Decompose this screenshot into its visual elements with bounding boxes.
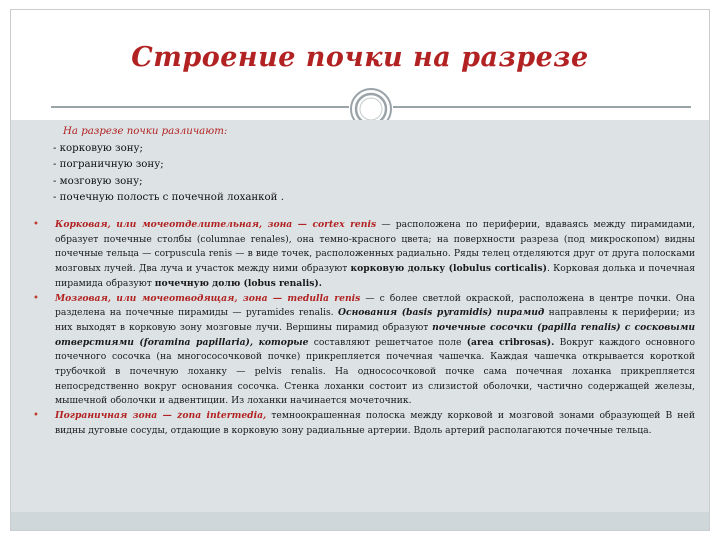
bullet-item-cortex — [31, 218, 695, 292]
divider-left — [51, 106, 349, 108]
bullet-term: Корковая, или мочеотделительная, зона — cortex renis — [55, 219, 377, 230]
bullet-text: — расположена по периферии, вдаваясь между пирамидами, образует почечные столбы (columnae renales), она темно-красного цвета; на поверхности разреза (под микроскопом) видны почечные тельца — corpuscula renis — в виде точек, расположенных радиально. Ряды телец отделяются друг от друга полосками мозговых лучей. Два луча и участок между ними образуют — [55, 219, 695, 275]
intro-block — [53, 124, 613, 207]
intro-item: - корковую зону; — [53, 142, 143, 154]
title-area — [11, 10, 709, 120]
bullet-term: Мозговая, или мочеотводящая, зона — medulla renis — [55, 292, 361, 304]
bullet-item-medulla — [31, 292, 695, 410]
content-area — [11, 120, 709, 530]
bullet-bold-text: (area cribrosas). — [466, 336, 555, 348]
intro-item: - мозговую зону; — [53, 175, 143, 187]
intro-item: - почечную полость с почечной лоханкой . — [53, 192, 284, 203]
bullet-list — [31, 218, 695, 439]
bullet-term: Пограничная зона — zona intermedia, — [55, 410, 267, 422]
bullet-text: — с более светлой окраской, расположена в центре почки. Она разделена на почечные пирамиды — pyramides renalis. — [55, 292, 695, 319]
bullet-item-intermediate — [31, 409, 695, 438]
bottom-band — [11, 512, 709, 530]
bullet-bold-text: корковую дольку (lobulus corticalis) — [350, 263, 547, 275]
bullet-text: темноокрашенная полоска между корковой и мозговой зонами образующей В ней видны дуговые сосуды, отдающие в корковую зону радиальные артерии. Вдоль артерий располагаются почечные тельца. — [55, 410, 695, 436]
bullet-bold-text: почечные сосочки (papilla renalis) с сосковыми отверстиями (foramina papillaria), которые — [55, 321, 696, 348]
divider-right — [393, 106, 691, 108]
bullet-dot-icon: • — [33, 292, 39, 304]
bullet-dot-icon: • — [33, 219, 39, 230]
intro-item: - пограничную зону; — [53, 159, 164, 170]
slide-title: Строение почки на разрезе — [131, 42, 589, 73]
bullet-text: . Корковая долька и почечная пирамида образуют — [55, 263, 696, 289]
intro-heading: На разрезе почки различают: — [63, 126, 228, 137]
bullet-text: Вокруг каждого основного почечного сосочка (на многососочковой почке) прикрепляется почечная чашечка. Каждая чашечка открывается короткой трубочкой в почечную лоханку — pelvis renalis. На однососочковой почке сама почечная лоханка прикрепляется непосредственно вокруг основания сосочка. Стенка лоханки состоит из слизистой оболочки, частично содержащей железы, мышечной оболочки и адвентиции. Из лоханки начинается мочеточник. — [55, 336, 695, 407]
bullet-text: направлены к периферии; из них выходят в корковую зону мозговые лучи. Вершины пирамид образуют — [55, 307, 695, 333]
bullet-dot-icon: • — [33, 410, 39, 422]
bullet-text: составляют решетчатое поле — [308, 336, 467, 348]
bullet-bold-text: Основания (basis pyramidis) пирамид — [337, 307, 545, 319]
bullet-bold-text: почечную долю (lobus renalis). — [154, 277, 322, 289]
